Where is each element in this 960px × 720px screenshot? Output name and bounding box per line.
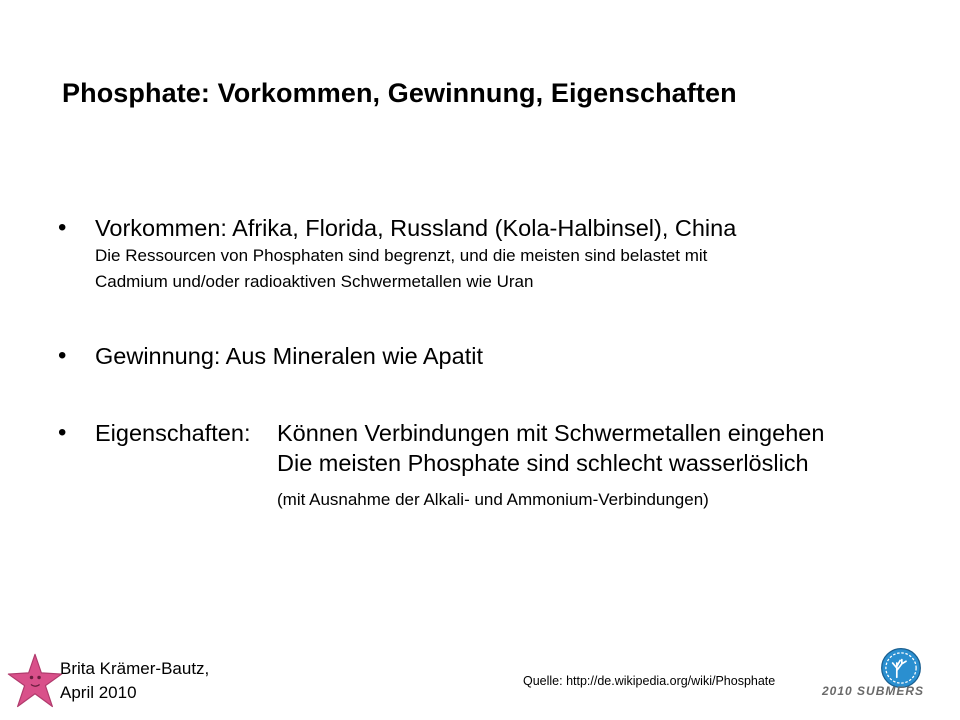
bullet-marker: • [58, 419, 67, 446]
bullet-vorkommen-subtext-2: Cadmium und/oder radioaktiven Schwermetallen wie Uran [95, 272, 534, 291]
submers-logo-text: 2010 SUBMERS [822, 684, 925, 698]
slide-title: Phosphate: Vorkommen, Gewinnung, Eigenschaften [62, 78, 737, 108]
bullet-eigenschaften-label: Eigenschaften: [95, 420, 251, 446]
bullet-gewinnung-text: Gewinnung: Aus Mineralen wie Apatit [95, 343, 483, 369]
bullet-vorkommen-text: Vorkommen: Afrika, Florida, Russland (Kola-Halbinsel), China [95, 215, 737, 241]
bullet-eigenschaften-line-2: Die meisten Phosphate sind schlecht wasserlöslich [277, 450, 809, 476]
author-info [60, 657, 209, 705]
bullet-marker: • [58, 214, 67, 241]
bullet-eigenschaften-line-1: Können Verbindungen mit Schwermetallen eingehen [277, 420, 825, 446]
submers-globe-icon [880, 647, 922, 689]
author-name: Brita Krämer-Bautz, [60, 659, 210, 678]
bullet-marker: • [58, 342, 67, 369]
bullet-vorkommen-subtext-1: Die Ressourcen von Phosphaten sind begrenzt, und die meisten sind belastet mit [95, 246, 708, 265]
source-citation: Quelle: http://de.wikipedia.org/wiki/Phosphate [523, 674, 776, 688]
author-date: April 2010 [60, 683, 137, 702]
starfish-icon [6, 652, 64, 710]
bullet-eigenschaften-note: (mit Ausnahme der Alkali- und Ammonium-Verbindungen) [277, 490, 709, 509]
